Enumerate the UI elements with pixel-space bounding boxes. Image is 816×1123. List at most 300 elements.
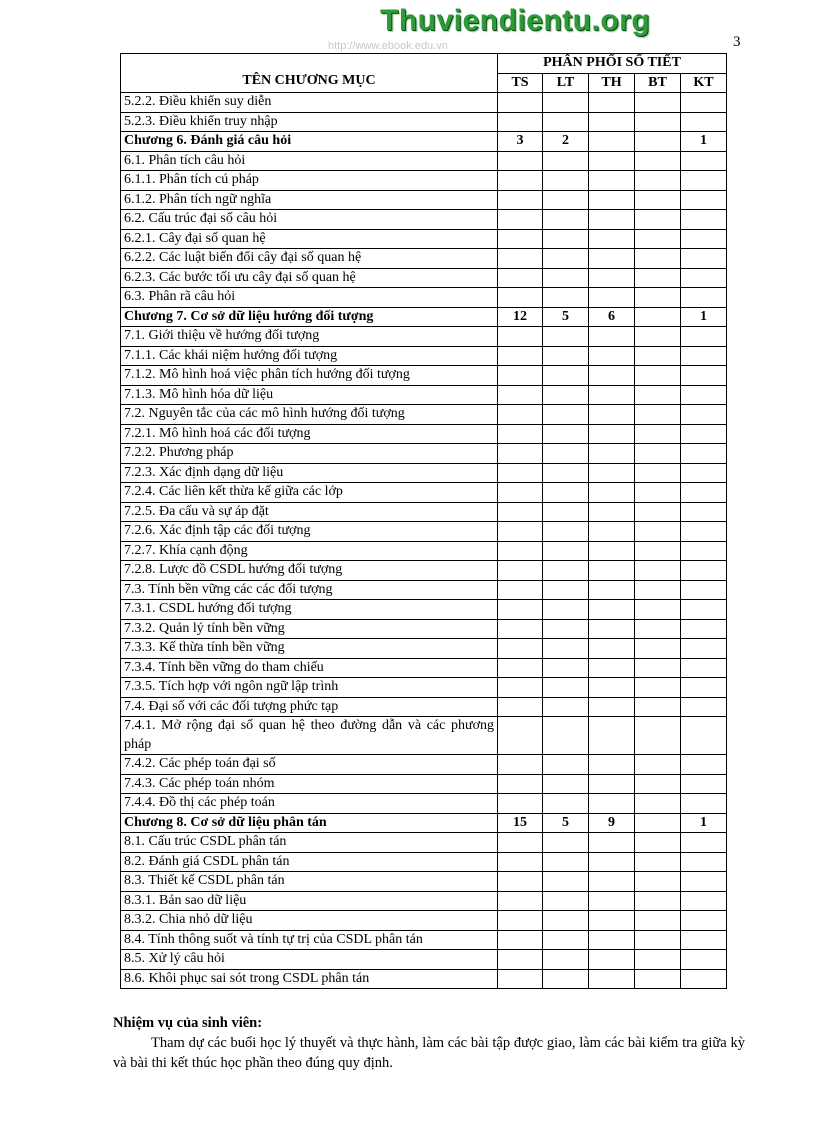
table-row bbox=[121, 171, 727, 191]
table-row bbox=[121, 852, 727, 872]
cell-bt bbox=[635, 697, 681, 717]
cell-ts bbox=[498, 405, 543, 425]
table-row bbox=[121, 268, 727, 288]
cell-lt bbox=[543, 911, 589, 931]
cell-kt bbox=[681, 717, 727, 755]
cell-ts bbox=[498, 385, 543, 405]
cell-lt bbox=[543, 210, 589, 230]
table-row bbox=[121, 600, 727, 620]
table-row bbox=[121, 794, 727, 814]
cell-ts bbox=[498, 833, 543, 853]
period-distribution-header: PHÂN PHỐI SỐ TIẾT bbox=[498, 54, 727, 74]
row-title: 6.2.1. Cây đại số quan hệ bbox=[121, 229, 498, 249]
cell-lt bbox=[543, 463, 589, 483]
table-row bbox=[121, 112, 727, 132]
cell-kt bbox=[681, 249, 727, 269]
cell-lt: 2 bbox=[543, 132, 589, 152]
cell-lt bbox=[543, 327, 589, 347]
row-title: 6.2.2. Các luật biến đổi cây đại số quan hệ bbox=[121, 249, 498, 269]
cell-ts bbox=[498, 502, 543, 522]
cell-ts bbox=[498, 366, 543, 386]
cell-ts bbox=[498, 600, 543, 620]
cell-ts bbox=[498, 639, 543, 659]
col-ts-header: TS bbox=[498, 73, 543, 93]
cell-lt bbox=[543, 405, 589, 425]
cell-kt bbox=[681, 112, 727, 132]
table-row bbox=[121, 639, 727, 659]
cell-th bbox=[589, 619, 635, 639]
row-title: Chương 7. Cơ sở dữ liệu hướng đối tượng bbox=[121, 307, 498, 327]
cell-ts bbox=[498, 794, 543, 814]
cell-lt bbox=[543, 444, 589, 464]
cell-ts bbox=[498, 580, 543, 600]
cell-bt bbox=[635, 229, 681, 249]
cell-kt bbox=[681, 639, 727, 659]
cell-bt bbox=[635, 483, 681, 503]
cell-ts bbox=[498, 522, 543, 542]
cell-th bbox=[589, 794, 635, 814]
cell-th bbox=[589, 171, 635, 191]
watermark-url: http://www.ebook.edu.vn bbox=[328, 40, 448, 52]
cell-kt bbox=[681, 774, 727, 794]
cell-ts bbox=[498, 112, 543, 132]
row-title: 7.4.2. Các phép toán đại số bbox=[121, 755, 498, 775]
table-row bbox=[121, 346, 727, 366]
cell-kt bbox=[681, 697, 727, 717]
cell-ts bbox=[498, 969, 543, 989]
cell-kt bbox=[681, 405, 727, 425]
cell-th bbox=[589, 424, 635, 444]
cell-bt bbox=[635, 327, 681, 347]
cell-kt bbox=[681, 872, 727, 892]
chapter-row bbox=[121, 813, 727, 833]
cell-th bbox=[589, 697, 635, 717]
cell-lt bbox=[543, 190, 589, 210]
cell-bt bbox=[635, 385, 681, 405]
row-title: 6.2. Cấu trúc đại số câu hỏi bbox=[121, 210, 498, 230]
table-row bbox=[121, 385, 727, 405]
col-lt-header: LT bbox=[543, 73, 589, 93]
cell-kt bbox=[681, 561, 727, 581]
table-row bbox=[121, 327, 727, 347]
cell-lt bbox=[543, 483, 589, 503]
cell-kt: 1 bbox=[681, 813, 727, 833]
row-title: 7.3. Tính bền vững các các đối tượng bbox=[121, 580, 498, 600]
cell-lt bbox=[543, 639, 589, 659]
site-logo: Thuviendientu.org bbox=[380, 4, 651, 37]
table-body bbox=[121, 93, 727, 989]
cell-lt bbox=[543, 580, 589, 600]
cell-th bbox=[589, 561, 635, 581]
cell-bt bbox=[635, 444, 681, 464]
cell-kt bbox=[681, 424, 727, 444]
cell-bt bbox=[635, 210, 681, 230]
cell-bt bbox=[635, 288, 681, 308]
cell-th bbox=[589, 366, 635, 386]
cell-kt bbox=[681, 151, 727, 171]
col-bt-header: BT bbox=[635, 73, 681, 93]
table-row bbox=[121, 424, 727, 444]
cell-th bbox=[589, 833, 635, 853]
cell-bt bbox=[635, 151, 681, 171]
cell-ts bbox=[498, 852, 543, 872]
cell-th bbox=[589, 405, 635, 425]
cell-th bbox=[589, 872, 635, 892]
page-number: 3 bbox=[733, 34, 741, 50]
cell-kt bbox=[681, 969, 727, 989]
cell-lt bbox=[543, 697, 589, 717]
table-row bbox=[121, 872, 727, 892]
cell-bt bbox=[635, 911, 681, 931]
cell-kt: 1 bbox=[681, 307, 727, 327]
table-row bbox=[121, 541, 727, 561]
cell-th bbox=[589, 678, 635, 698]
cell-ts bbox=[498, 541, 543, 561]
chapter-row bbox=[121, 132, 727, 152]
cell-bt bbox=[635, 93, 681, 113]
cell-lt bbox=[543, 561, 589, 581]
cell-bt bbox=[635, 833, 681, 853]
cell-kt bbox=[681, 502, 727, 522]
cell-kt bbox=[681, 463, 727, 483]
cell-ts bbox=[498, 444, 543, 464]
col-th-header: TH bbox=[589, 73, 635, 93]
cell-lt bbox=[543, 969, 589, 989]
table-header bbox=[121, 54, 727, 93]
cell-th bbox=[589, 950, 635, 970]
row-title: 7.1.3. Mô hình hóa dữ liệu bbox=[121, 385, 498, 405]
row-title: 7.3.5. Tích hợp với ngôn ngữ lập trình bbox=[121, 678, 498, 698]
cell-lt bbox=[543, 268, 589, 288]
cell-ts bbox=[498, 346, 543, 366]
table-row bbox=[121, 619, 727, 639]
cell-th bbox=[589, 522, 635, 542]
table-row bbox=[121, 249, 727, 269]
cell-bt bbox=[635, 171, 681, 191]
cell-th bbox=[589, 930, 635, 950]
cell-th bbox=[589, 891, 635, 911]
row-title: 7.3.1. CSDL hướng đối tượng bbox=[121, 600, 498, 620]
cell-lt bbox=[543, 541, 589, 561]
cell-ts bbox=[498, 171, 543, 191]
cell-kt bbox=[681, 794, 727, 814]
cell-lt bbox=[543, 522, 589, 542]
cell-bt bbox=[635, 249, 681, 269]
cell-th bbox=[589, 444, 635, 464]
table-row bbox=[121, 288, 727, 308]
row-title: 8.5. Xử lý câu hỏi bbox=[121, 950, 498, 970]
table-row bbox=[121, 93, 727, 113]
cell-th bbox=[589, 600, 635, 620]
cell-ts: 15 bbox=[498, 813, 543, 833]
row-title: 7.4.1. Mở rộng đại số quan hệ theo đường dẫn và các phương pháp bbox=[121, 717, 498, 755]
cell-lt bbox=[543, 502, 589, 522]
cell-th bbox=[589, 580, 635, 600]
table-row bbox=[121, 950, 727, 970]
cell-lt bbox=[543, 774, 589, 794]
cell-bt bbox=[635, 502, 681, 522]
cell-bt bbox=[635, 132, 681, 152]
row-title: 6.3. Phân rã câu hỏi bbox=[121, 288, 498, 308]
cell-ts bbox=[498, 678, 543, 698]
table-row bbox=[121, 969, 727, 989]
cell-th bbox=[589, 385, 635, 405]
cell-ts bbox=[498, 891, 543, 911]
cell-bt bbox=[635, 424, 681, 444]
cell-lt bbox=[543, 249, 589, 269]
row-title: 7.3.2. Quản lý tính bền vững bbox=[121, 619, 498, 639]
cell-bt bbox=[635, 561, 681, 581]
table-row bbox=[121, 930, 727, 950]
cell-bt bbox=[635, 658, 681, 678]
row-title: Chương 6. Đánh giá câu hỏi bbox=[121, 132, 498, 152]
cell-lt bbox=[543, 717, 589, 755]
cell-ts bbox=[498, 755, 543, 775]
cell-th bbox=[589, 658, 635, 678]
cell-lt bbox=[543, 872, 589, 892]
cell-kt bbox=[681, 522, 727, 542]
table-row bbox=[121, 678, 727, 698]
cell-ts bbox=[498, 93, 543, 113]
table-row bbox=[121, 151, 727, 171]
cell-bt bbox=[635, 891, 681, 911]
row-title: 8.2. Đánh giá CSDL phân tán bbox=[121, 852, 498, 872]
row-title: 8.3.1. Bản sao dữ liệu bbox=[121, 891, 498, 911]
cell-bt bbox=[635, 307, 681, 327]
row-title: 8.4. Tính thông suốt và tính tự trị của CSDL phân tán bbox=[121, 930, 498, 950]
table-row bbox=[121, 190, 727, 210]
table-row bbox=[121, 717, 727, 755]
cell-kt bbox=[681, 171, 727, 191]
cell-ts bbox=[498, 327, 543, 347]
row-title: 7.2.1. Mô hình hoá các đối tượng bbox=[121, 424, 498, 444]
cell-th bbox=[589, 969, 635, 989]
cell-kt bbox=[681, 483, 727, 503]
cell-bt bbox=[635, 774, 681, 794]
cell-bt bbox=[635, 852, 681, 872]
row-title: 7.2.5. Đa cấu và sự áp đặt bbox=[121, 502, 498, 522]
cell-lt bbox=[543, 151, 589, 171]
table-row bbox=[121, 463, 727, 483]
cell-lt bbox=[543, 755, 589, 775]
cell-ts bbox=[498, 424, 543, 444]
cell-kt bbox=[681, 930, 727, 950]
cell-ts bbox=[498, 619, 543, 639]
table-row bbox=[121, 405, 727, 425]
cell-kt bbox=[681, 229, 727, 249]
cell-lt bbox=[543, 930, 589, 950]
cell-th bbox=[589, 112, 635, 132]
cell-th bbox=[589, 852, 635, 872]
row-title: 6.1.2. Phân tích ngữ nghĩa bbox=[121, 190, 498, 210]
cell-th: 9 bbox=[589, 813, 635, 833]
cell-lt bbox=[543, 619, 589, 639]
cell-kt bbox=[681, 833, 727, 853]
row-title: 7.2.6. Xác định tập các đối tượng bbox=[121, 522, 498, 542]
cell-th: 6 bbox=[589, 307, 635, 327]
cell-th bbox=[589, 774, 635, 794]
cell-kt bbox=[681, 327, 727, 347]
row-title: 7.2.4. Các liên kết thừa kế giữa các lớp bbox=[121, 483, 498, 503]
cell-th bbox=[589, 502, 635, 522]
cell-th bbox=[589, 327, 635, 347]
cell-kt bbox=[681, 444, 727, 464]
table-row bbox=[121, 366, 727, 386]
cell-ts bbox=[498, 717, 543, 755]
row-title: 7.1.2. Mô hình hoá việc phân tích hướng đối tượng bbox=[121, 366, 498, 386]
cell-bt bbox=[635, 541, 681, 561]
chapter-title-header: TÊN CHƯƠNG MỤC bbox=[121, 54, 498, 93]
cell-ts bbox=[498, 229, 543, 249]
cell-ts: 3 bbox=[498, 132, 543, 152]
cell-lt bbox=[543, 658, 589, 678]
cell-ts bbox=[498, 930, 543, 950]
table-row bbox=[121, 229, 727, 249]
cell-kt bbox=[681, 852, 727, 872]
row-title: 7.2.8. Lược đồ CSDL hướng đối tượng bbox=[121, 561, 498, 581]
cell-bt bbox=[635, 678, 681, 698]
row-title: 7.2.3. Xác định dạng dữ liệu bbox=[121, 463, 498, 483]
cell-lt bbox=[543, 852, 589, 872]
cell-ts bbox=[498, 151, 543, 171]
row-title: 7.4. Đại số với các đối tượng phức tạp bbox=[121, 697, 498, 717]
chapter-row bbox=[121, 307, 727, 327]
cell-bt bbox=[635, 950, 681, 970]
cell-th bbox=[589, 755, 635, 775]
table-row bbox=[121, 444, 727, 464]
table-row bbox=[121, 697, 727, 717]
cell-bt bbox=[635, 813, 681, 833]
cell-th bbox=[589, 346, 635, 366]
cell-bt bbox=[635, 794, 681, 814]
cell-ts bbox=[498, 561, 543, 581]
cell-bt bbox=[635, 190, 681, 210]
cell-lt bbox=[543, 678, 589, 698]
cell-bt bbox=[635, 405, 681, 425]
cell-bt bbox=[635, 346, 681, 366]
row-title: 6.1.1. Phân tích cú pháp bbox=[121, 171, 498, 191]
cell-bt bbox=[635, 600, 681, 620]
cell-th bbox=[589, 132, 635, 152]
cell-kt bbox=[681, 678, 727, 698]
cell-lt bbox=[543, 366, 589, 386]
cell-ts bbox=[498, 288, 543, 308]
cell-lt bbox=[543, 171, 589, 191]
row-title: 8.3.2. Chia nhỏ dữ liệu bbox=[121, 911, 498, 931]
table-row bbox=[121, 502, 727, 522]
table-row bbox=[121, 891, 727, 911]
cell-bt bbox=[635, 619, 681, 639]
table-row bbox=[121, 658, 727, 678]
cell-th bbox=[589, 463, 635, 483]
cell-lt: 5 bbox=[543, 813, 589, 833]
student-tasks-heading: Nhiệm vụ của sinh viên: bbox=[113, 1015, 263, 1031]
cell-bt bbox=[635, 366, 681, 386]
cell-lt bbox=[543, 424, 589, 444]
cell-kt bbox=[681, 346, 727, 366]
cell-th bbox=[589, 93, 635, 113]
row-title: 5.2.3. Điều khiển truy nhập bbox=[121, 112, 498, 132]
cell-lt bbox=[543, 794, 589, 814]
cell-bt bbox=[635, 580, 681, 600]
cell-ts bbox=[498, 463, 543, 483]
cell-th bbox=[589, 483, 635, 503]
cell-lt bbox=[543, 891, 589, 911]
cell-th bbox=[589, 210, 635, 230]
row-title: 7.4.3. Các phép toán nhóm bbox=[121, 774, 498, 794]
cell-lt bbox=[543, 833, 589, 853]
cell-lt bbox=[543, 112, 589, 132]
cell-kt bbox=[681, 755, 727, 775]
row-title: 7.1. Giới thiệu về hướng đối tượng bbox=[121, 327, 498, 347]
cell-lt bbox=[543, 950, 589, 970]
cell-lt bbox=[543, 93, 589, 113]
row-title: 5.2.2. Điều khiển suy diễn bbox=[121, 93, 498, 113]
cell-ts bbox=[498, 210, 543, 230]
table-row bbox=[121, 483, 727, 503]
cell-bt bbox=[635, 872, 681, 892]
cell-kt bbox=[681, 541, 727, 561]
cell-lt bbox=[543, 288, 589, 308]
cell-th bbox=[589, 911, 635, 931]
syllabus-table bbox=[120, 53, 727, 989]
cell-kt bbox=[681, 385, 727, 405]
row-title: 6.2.3. Các bước tối ưu cây đại số quan hệ bbox=[121, 268, 498, 288]
table-row bbox=[121, 561, 727, 581]
cell-bt bbox=[635, 522, 681, 542]
cell-lt bbox=[543, 600, 589, 620]
cell-ts bbox=[498, 268, 543, 288]
cell-ts bbox=[498, 911, 543, 931]
student-tasks-section bbox=[113, 1013, 745, 1073]
cell-bt bbox=[635, 969, 681, 989]
cell-bt bbox=[635, 268, 681, 288]
row-title: 7.1.1. Các khái niệm hướng đối tượng bbox=[121, 346, 498, 366]
cell-th bbox=[589, 229, 635, 249]
cell-kt bbox=[681, 93, 727, 113]
cell-bt bbox=[635, 717, 681, 755]
row-title: 7.3.4. Tính bền vững do tham chiếu bbox=[121, 658, 498, 678]
cell-th bbox=[589, 639, 635, 659]
row-title: 7.4.4. Đồ thị các phép toán bbox=[121, 794, 498, 814]
cell-lt bbox=[543, 385, 589, 405]
cell-kt bbox=[681, 950, 727, 970]
table-row bbox=[121, 833, 727, 853]
cell-ts: 12 bbox=[498, 307, 543, 327]
cell-kt bbox=[681, 580, 727, 600]
row-title: 6.1. Phân tích câu hỏi bbox=[121, 151, 498, 171]
cell-bt bbox=[635, 930, 681, 950]
cell-ts bbox=[498, 658, 543, 678]
table-row bbox=[121, 755, 727, 775]
cell-bt bbox=[635, 755, 681, 775]
cell-kt bbox=[681, 268, 727, 288]
cell-bt bbox=[635, 112, 681, 132]
cell-th bbox=[589, 717, 635, 755]
cell-ts bbox=[498, 697, 543, 717]
cell-ts bbox=[498, 950, 543, 970]
row-title: 7.3.3. Kế thừa tính bền vững bbox=[121, 639, 498, 659]
table-row bbox=[121, 580, 727, 600]
cell-bt bbox=[635, 639, 681, 659]
row-title: 8.1. Cấu trúc CSDL phân tán bbox=[121, 833, 498, 853]
row-title: 7.2. Nguyên tắc của các mô hình hướng đối tượng bbox=[121, 405, 498, 425]
cell-kt: 1 bbox=[681, 132, 727, 152]
cell-ts bbox=[498, 483, 543, 503]
cell-th bbox=[589, 288, 635, 308]
row-title: 8.6. Khôi phục sai sót trong CSDL phân tán bbox=[121, 969, 498, 989]
table-row bbox=[121, 911, 727, 931]
